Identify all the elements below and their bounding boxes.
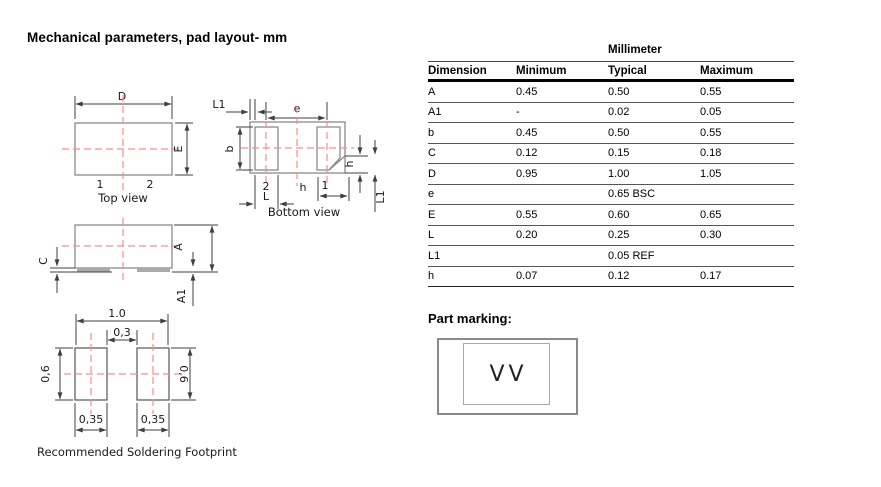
- table-unit-header: Millimeter: [608, 44, 662, 56]
- pin-2-label: 2: [146, 178, 154, 191]
- col-header-typical: Typical: [608, 62, 700, 81]
- dim-label-L1-top: L1: [212, 98, 226, 111]
- part-marking-code: VV: [489, 361, 528, 387]
- table-row: A1 - 0.02 0.05: [428, 102, 794, 123]
- page-title: Mechanical parameters, pad layout- mm: [27, 30, 288, 45]
- dim-label-h-side: h: [343, 160, 356, 168]
- table-row: C 0.12 0.15 0.18: [428, 143, 794, 164]
- col-header-minimum: Minimum: [516, 62, 608, 81]
- dim-label-pad-height-right: 0,6: [177, 365, 190, 383]
- col-header-dimension: Dimension: [428, 62, 516, 81]
- table-row: L1 0.05 REF: [428, 246, 794, 267]
- dim-label-A: A: [172, 243, 185, 251]
- dim-label-C: C: [37, 257, 50, 265]
- col-header-maximum: Maximum: [700, 62, 794, 81]
- pin-1-label: 1: [96, 178, 104, 191]
- table-header-row: [428, 62, 794, 81]
- table-row: e 0.65 BSC: [428, 184, 794, 205]
- top-view-caption: Top view: [98, 191, 148, 205]
- top-view-drawing: [62, 90, 193, 205]
- dim-label-e: e: [293, 102, 301, 115]
- footprint-caption: Recommended Soldering Footprint: [37, 445, 237, 459]
- dim-label-L: L: [262, 190, 270, 203]
- dim-label-A1: A1: [175, 288, 188, 304]
- dimension-table: [428, 44, 794, 287]
- dim-label-pad-width-left: 0,35: [78, 413, 104, 426]
- dim-label-D: D: [117, 90, 127, 103]
- dim-label-overall: 1.0: [108, 307, 126, 320]
- side-view-drawing: [37, 218, 218, 306]
- table-row: h 0.07 0.12 0.17: [428, 266, 794, 287]
- part-marking-area: [463, 343, 550, 405]
- dim-label-pad-width-right: 0,35: [140, 413, 166, 426]
- pad-1-label: 1: [321, 179, 329, 192]
- dim-label-E: E: [172, 145, 185, 153]
- bottom-view-caption: Bottom view: [267, 205, 341, 219]
- bottom-view-drawing: [212, 98, 387, 219]
- dim-label-L1-side: L1: [374, 190, 387, 204]
- part-marking-label: Part marking:: [428, 311, 512, 326]
- table-row: D 0.95 1.00 1.05: [428, 164, 794, 185]
- dim-label-b: b: [223, 145, 236, 153]
- table-row: L 0.20 0.25 0.30: [428, 225, 794, 246]
- mechanical-drawings: [30, 85, 420, 475]
- table-row: b 0.45 0.50 0.55: [428, 123, 794, 144]
- table-row: E 0.55 0.60 0.65: [428, 205, 794, 226]
- dim-label-pad-height-left: 0,6: [39, 365, 52, 383]
- footprint-drawing: [37, 307, 237, 459]
- table-row: A 0.45 0.50 0.55: [428, 81, 794, 103]
- part-marking-package-outline: [437, 338, 578, 415]
- dim-label-h-bottom: h: [299, 181, 307, 194]
- dim-label-gap: 0,3: [113, 326, 131, 339]
- pad-2-label: 2: [262, 180, 270, 193]
